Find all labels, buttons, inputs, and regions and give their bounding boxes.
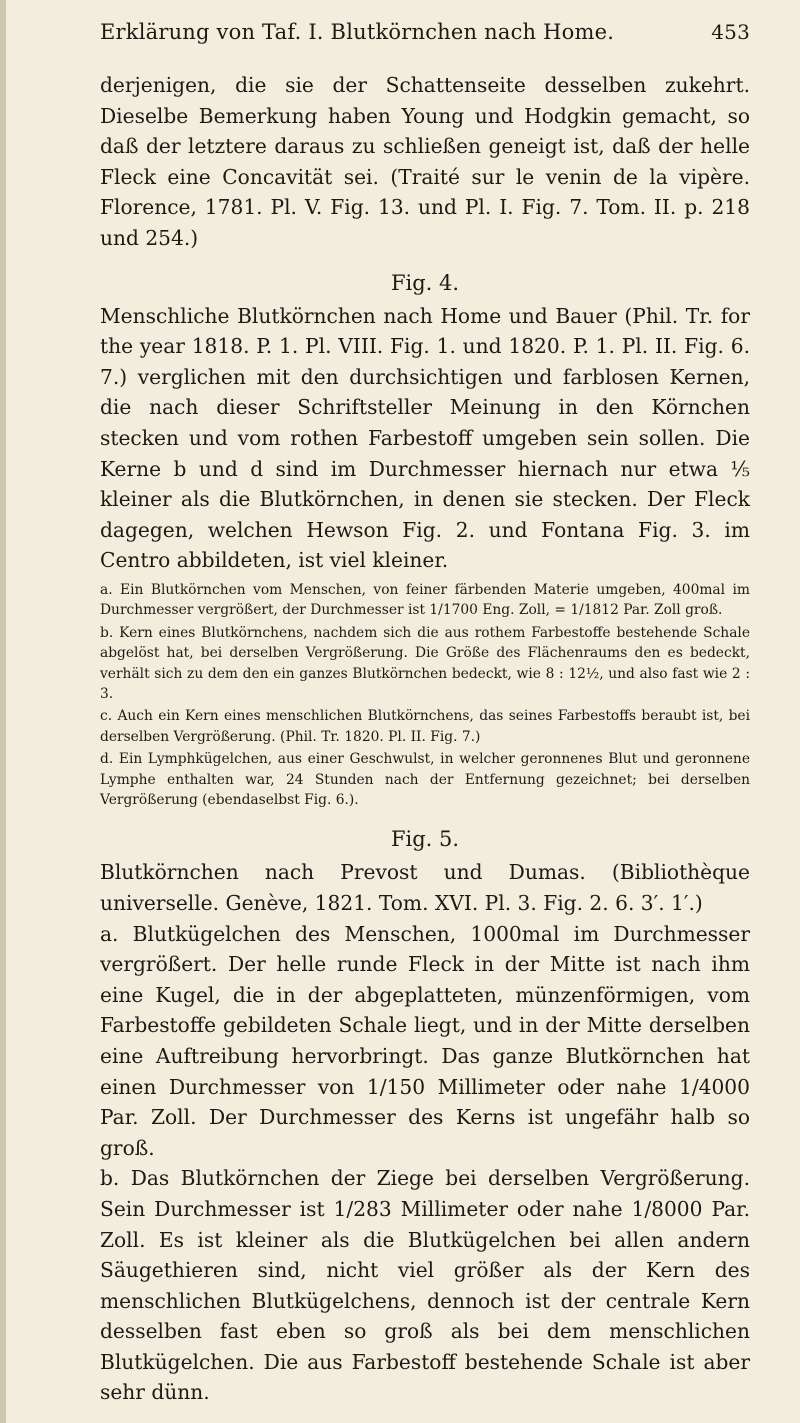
note-c: c. Auch ein Kern eines menschlichen Blutkörnchens, das seines Farbestoffs beraubt ist, bei derselben Vergrößerung. (Phil. Tr. 1820. Pl. II. Fig. 7.) — [100, 708, 750, 745]
page-edge — [0, 0, 6, 1423]
paragraph-fig5: Blutkörnchen nach Prevost und Dumas. (Bibliothèque universelle. Genève, 1821. Tom. XVI. Pl. 3. Fig. 2. 6. 3′. 1′.) — [100, 860, 750, 915]
paragraph-fig5-b: b. Das Blutkörnchen der Ziege bei derselben Vergrößerung. Sein Durchmesser ist 1/283 Millimeter oder nahe 1/8000 Par. Zoll. Es ist kleiner als die Blutkügelchen bei allen andern Säugethieren sind, nicht viel größer als der Kern des menschlichen Blutkügelchens, dennoch ist der centrale Kern desselben fast eben so groß als bei dem menschlichen Blutkügelchen. Die aus Farbestoff bestehende Schale ist aber sehr dünn. — [100, 1166, 750, 1405]
page-body — [100, 70, 750, 1408]
page-number: 453 — [711, 20, 750, 44]
running-header — [100, 20, 750, 44]
note-b: b. Kern eines Blutkörnchens, nachdem sich die aus rothem Farbestoffe bestehende Schale abgelöst hat, bei derselben Vergrößerung. Die Größe des Flächenraums den es bedeckt, verhält sich zu dem den ein ganzes Blutkörnchen bedeckt, wie 8 : 12½, und also fast wie 2 : 3. — [100, 624, 750, 702]
note-d: d. Ein Lymphkügelchen, aus einer Geschwulst, in welcher geronnenes Blut und geronnene Lymphe enthalten war, 24 Stunden nach der Entfernung gezeichnet; bei derselben Vergrößerung (ebendaselbst Fig. 6.). — [100, 751, 750, 808]
paragraph-continuation: derjenigen, die sie der Schattenseite desselben zukehrt. Dieselbe Bemerkung haben Young und Hodgkin gemacht, so daß der letztere daraus zu schließen geneigt ist, daß der helle Fleck eine Concavität sei. (Traité sur le venin de la vipère. Florence, 1781. Pl. V. Fig. 13. und Pl. I. Fig. 7. Tom. II. p. 218 und 254.) — [100, 73, 750, 250]
fig5-heading: Fig. 5. — [390, 827, 460, 852]
paragraph-fig4: Menschliche Blutkörnchen nach Home und Bauer (Phil. Tr. for the year 1818. P. 1. Pl. VIII. Fig. 1. und 1820. P. 1. Pl. II. Fig. 6. 7.) verglichen mit den durchsichtigen und farblosen Kernen, die nach dieser Schriftsteller Meinung in den Körnchen stecken und vom rothen Farbestoff umgeben sein sollen. Die Kerne b und d sind im Durchmesser hiernach nur etwa ⅕ kleiner als die Blutkörnchen, in denen sie stecken. Der Fleck dagegen, welchen Hewson Fig. 2. und Fontana Fig. 3. im Centro abbildeten, ist viel kleiner. — [100, 303, 750, 573]
paragraph-fig5-a: a. Blutkügelchen des Menschen, 1000mal im Durchmesser vergrößert. Der helle runde Fleck in der Mitte ist nach ihm eine Kugel, die in der abgeplatteten, münzenförmigen, vom Farbestoffe gebildeten Schale liegt, und in der Mitte derselben eine Auftreibung hervorbringt. Das ganze Blutkörnchen hat einen Durchmesser von 1/150 Millimeter oder nahe 1/4000 Par. Zoll. Der Durchmesser des Kerns ist ungefähr halb so groß. — [100, 921, 750, 1160]
header-title: Erklärung von Taf. I. Blutkörnchen nach Home. — [100, 20, 615, 44]
fig4-heading: Fig. 4. — [390, 270, 460, 295]
note-a: a. Ein Blutkörnchen vom Menschen, von feiner färbenden Materie umgeben, 400mal im Durchmesser vergrößert, der Durchmesser ist 1/1700 Eng. Zoll, = 1/1812 Par. Zoll groß. — [100, 581, 750, 619]
